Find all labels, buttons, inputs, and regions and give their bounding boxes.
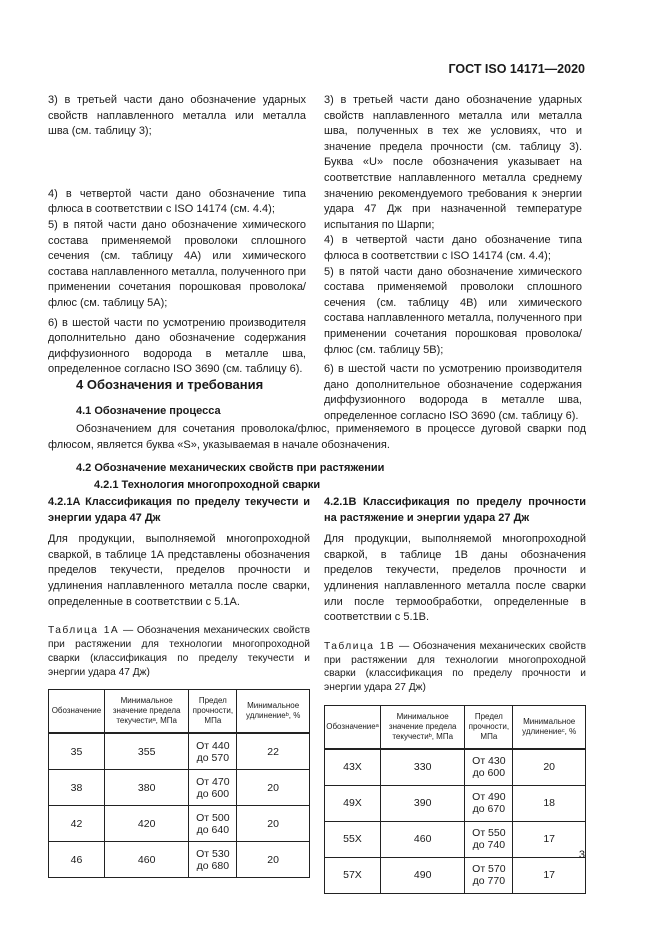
table-header-row: [49, 690, 310, 734]
left-column: [48, 93, 306, 382]
right-paragraph-5: 5) в пятой части дано обозначение химического состава применяемой проволоки сплошного сечения (см. таблицу 4В) или химического состава наплавленного металла, полученного при применении сочетания порошковая проволока/флюс (см. таблицу 5В);: [324, 265, 582, 356]
cell: 57X: [325, 857, 381, 893]
table-1b-label: Таблица 1В: [324, 640, 396, 652]
cell: 380: [104, 770, 189, 806]
header-yield-strength: Минимальное значение предела текучестиᵇ, МПа: [380, 705, 464, 749]
cell: 55X: [325, 821, 381, 857]
header-designation: Обозначение: [49, 690, 105, 734]
cell: 20: [237, 770, 310, 806]
cell: 17: [513, 857, 586, 893]
table-1a-caption: [48, 624, 310, 679]
cell: 46: [49, 842, 105, 878]
section-4-2-1-title: 4.2.1 Технология многопроходной сварки: [94, 479, 321, 491]
table-1b-caption: [324, 640, 586, 695]
table-row: [49, 806, 310, 842]
block-1b-text: Для продукции, выполняемой многопроходной сваркой, в таблице 1В даны обозначения пределов текучести, пределов прочности и удлинения наплавленного металла после сварки или после термообработки, определенные в соответствии с 5.1В.: [324, 533, 586, 624]
block-1a-heading: 4.2.1А Классификация по пределу текучести и энергии удара 47 Дж: [48, 496, 310, 524]
block-1a: [48, 495, 310, 878]
cell: 460: [380, 821, 464, 857]
cell: 35: [49, 733, 105, 770]
table-1a-label: Таблица 1А: [48, 625, 120, 637]
cell: 18: [513, 785, 586, 821]
cell: 22: [237, 733, 310, 770]
header-yield-strength: Минимальное значение предела текучестиᵃ, МПа: [104, 690, 189, 734]
block-1b: [324, 495, 586, 894]
page-number: 3: [578, 849, 585, 861]
block-1a-text: Для продукции, выполняемой многопроходной сваркой, в таблице 1А представлены обозначения пределов текучести, пределов прочности и удлинения наплавленного металла после сварки, определенные в соответствии с 5.1А.: [48, 533, 310, 608]
header-elongation: Минимальное удлинениеᶜ, %: [513, 705, 586, 749]
cell: От 530 до 680: [189, 842, 237, 878]
cell: 355: [104, 733, 189, 770]
table-1b-caption-text: — Обозначения механических свойств при растяжении для технологии многопроходной сварки (классификация по пределу прочности и энергии удара 27 Дж): [324, 640, 586, 694]
cell: 460: [104, 842, 189, 878]
header-elongation: Минимальное удлинениеᵇ, %: [237, 690, 310, 734]
table-row: [325, 785, 586, 821]
table-1b: [324, 705, 586, 894]
section-4-1-text: Обозначением для сочетания проволока/флюс, применяемого в процессе дуговой сварки под флюсом, является буква «S», указываемая в начале обозначения.: [48, 423, 586, 451]
table-row: [49, 842, 310, 878]
right-paragraph-3: 3) в третьей части дано обозначение ударных свойств наплавленного металла или металла шва, полученных в тех же условиях, что и значение предела прочности (см. таблицу 3). Буква «U» после обозначения указывает на соответствие наплавленного металла среднему значению рекомендуемого требования к энергии удара 47 Дж при назначенной температуре испытания по Шарпи;: [324, 94, 582, 231]
cell: От 430 до 600: [465, 749, 513, 786]
right-paragraph-6: 6) в шестой части по усмотрению производителя дано дополнительное обозначение содержания диффузионного водорода в металле шва, определенное согласно ISO 3690 (см. таблицу 6).: [324, 363, 582, 422]
cell: 20: [237, 842, 310, 878]
table-row: [49, 733, 310, 770]
table-row: [325, 749, 586, 786]
left-paragraph-4: 4) в четвертой части дано обозначение типа флюса в соответствии с ISO 14174 (см. 4.4);: [48, 187, 306, 216]
cell: От 470 до 600: [189, 770, 237, 806]
cell: 42: [49, 806, 105, 842]
left-paragraph-5: 5) в пятой части дано обозначение химического состава применяемой проволоки сплошного сечения (см. таблицу 4А) или химического состава наплавленного металла, полученного при применении сочетания порошковая проволока/флюс (см. таблицу 5А);: [48, 218, 306, 309]
cell: 390: [380, 785, 464, 821]
cell: От 550 до 740: [465, 821, 513, 857]
cell: От 570 до 770: [465, 857, 513, 893]
section-4-1-title: 4.1 Обозначение процесса: [76, 405, 221, 417]
cell: 420: [104, 806, 189, 842]
cell: 17: [513, 821, 586, 857]
section-4-title: 4 Обозначения и требования: [76, 377, 264, 392]
cell: 38: [49, 770, 105, 806]
table-header-row: [325, 705, 586, 749]
cell: От 500 до 640: [189, 806, 237, 842]
section-4-2-title: 4.2 Обозначение механических свойств при растяжении: [76, 462, 385, 474]
left-paragraph-3: 3) в третьей части дано обозначение ударных свойств наплавленного металла или металла шва (см. таблицу 3);: [48, 94, 306, 138]
document-code: ГОСТ ISO 14171—2020: [448, 62, 585, 76]
cell: 43X: [325, 749, 381, 786]
table-row: [325, 857, 586, 893]
cell: 330: [380, 749, 464, 786]
header-tensile-strength: Предел прочности, МПа: [189, 690, 237, 734]
right-column: [324, 93, 582, 428]
header-designation: Обозначениеᵃ: [325, 705, 381, 749]
right-paragraph-4: 4) в четвертой части дано обозначение типа флюса в соответствии с ISO 14174 (см. 4.4);: [324, 234, 582, 262]
left-paragraph-6: 6) в шестой части по усмотрению производителя дополнительно дано обозначение содержания диффузионного водорода в металле шва, определенное согласно ISO 3690 (см. таблицу 6).: [48, 316, 306, 376]
cell: 20: [237, 806, 310, 842]
cell: От 440 до 570: [189, 733, 237, 770]
cell: 490: [380, 857, 464, 893]
cell: 20: [513, 749, 586, 786]
table-1a-caption-text: — Обозначения механических свойств при растяжении для технологии многопроходной сварки (классификация по пределу текучести и энергии удара 47 Дж): [48, 625, 310, 678]
table-row: [49, 770, 310, 806]
block-1b-heading: 4.2.1В Классификация по пределу прочности на растяжение и энергии удара 27 Дж: [324, 496, 586, 524]
table-1a: [48, 689, 310, 878]
header-tensile-strength: Предел прочности, МПа: [465, 705, 513, 749]
table-row: [325, 821, 586, 857]
cell: От 490 до 670: [465, 785, 513, 821]
cell: 49X: [325, 785, 381, 821]
